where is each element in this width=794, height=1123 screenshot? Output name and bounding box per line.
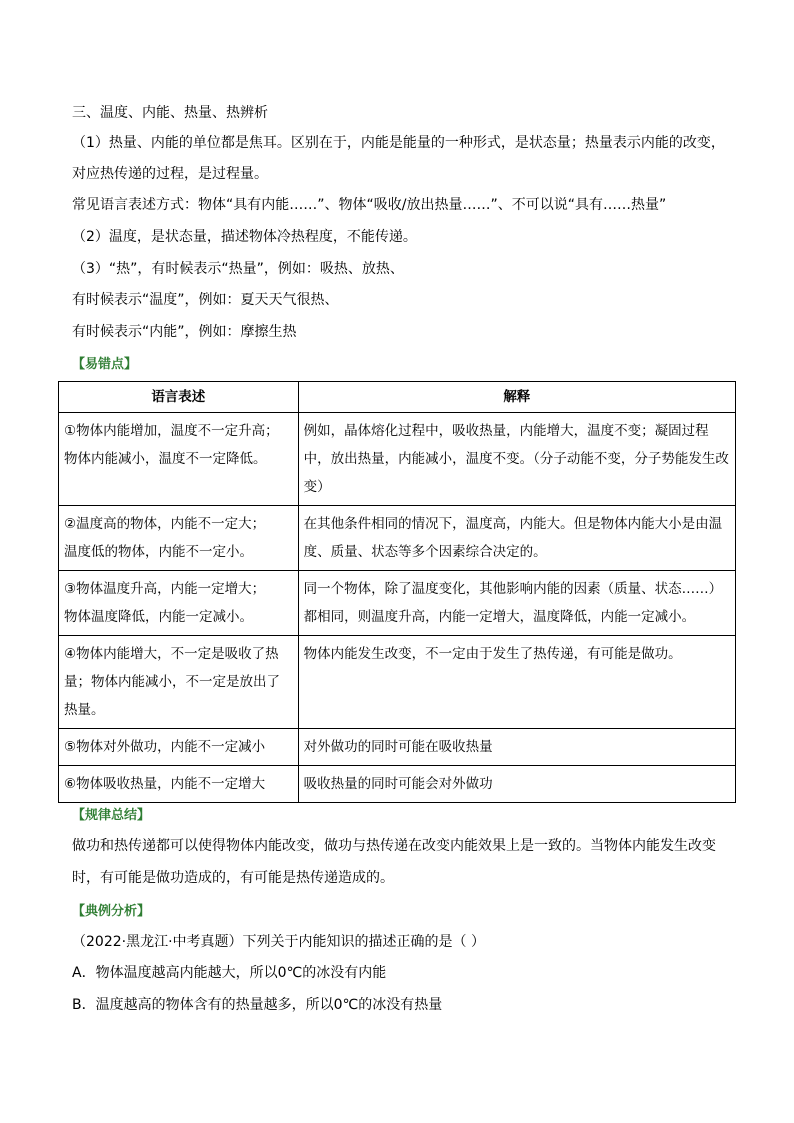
- table-row: [59, 729, 736, 766]
- statement-cell: ③物体温度升高，内能一定增大； 物体温度降低，内能一定减小。: [59, 571, 299, 636]
- explanation-cell: 同一个物体，除了温度变化，其他影响内能的因素（质量、状态……）都相同，则温度升高，内能一定增大，温度降低，内能一定减小。: [298, 571, 735, 636]
- summary-line-1: 做功和热传递都可以使得物体内能改变，做功与热传递在改变内能效果上是一致的。当物体内能发生改变: [72, 838, 716, 854]
- section-heading: 三、温度、内能、热量、热辨析: [72, 105, 268, 121]
- statement-cell: ②温度高的物体，内能不一定大； 温度低的物体，内能不一定小。: [59, 506, 299, 571]
- option-b: B．温度越高的物体含有的热量越多，所以0℃的冰没有热量: [72, 997, 443, 1013]
- explanation-cell: 对外做功的同时可能在吸收热量: [298, 729, 735, 766]
- paragraph-1-line-1: （1）热量、内能的单位都是焦耳。区别在于，内能是能量的一种形式，是状态量；热量表示内能的改变，: [72, 135, 725, 151]
- option-a: A．物体温度越高内能越大，所以0℃的冰没有内能: [72, 965, 387, 981]
- explanation-cell: 例如，晶体熔化过程中，吸收热量，内能增大，温度不变；凝固过程中，放出热量，内能减小，温度不变。（分子动能不变，分子势能发生改变）: [298, 413, 735, 506]
- table-row: [59, 506, 736, 571]
- example-tag: 【典例分析】: [72, 904, 151, 919]
- paragraph-3-line-3: 有时候表示“内能”，例如：摩擦生热: [72, 324, 297, 340]
- table-header-row: [59, 382, 736, 413]
- statement-cell: ①物体内能增加，温度不一定升高； 物体内能减小，温度不一定降低。: [59, 413, 299, 506]
- paragraph-1-line-2: 对应热传递的过程，是过程量。: [72, 166, 268, 182]
- paragraph-1-line-3: 常见语言表述方式：物体“具有内能……”、物体“吸收/放出热量……”、不可以说“具有……热量”: [72, 197, 667, 213]
- mistakes-table: [58, 381, 736, 803]
- table-row: [59, 636, 736, 729]
- explanation-cell: 吸收热量的同时可能会对外做功: [298, 766, 735, 803]
- summary-tag: 【规律总结】: [72, 808, 151, 823]
- explanation-cell: 物体内能发生改变，不一定由于发生了热传递，有可能是做功。: [298, 636, 735, 729]
- header-explanation: 解释: [298, 382, 735, 413]
- summary-line-2: 时，有可能是做功造成的，有可能是热传递造成的。: [72, 870, 394, 886]
- table-row: [59, 766, 736, 803]
- paragraph-3-line-1: （3）“热”，有时候表示“热量”，例如：吸热、放热、: [72, 261, 404, 277]
- table-row: [59, 571, 736, 636]
- explanation-cell: 在其他条件相同的情况下，温度高，内能大。但是物体内能大小是由温度、质量、状态等多个因素综合决定的。: [298, 506, 735, 571]
- statement-cell: ④物体内能增大，不一定是吸收了热量；物体内能减小，不一定是放出了热量。: [59, 636, 299, 729]
- table-row: [59, 413, 736, 506]
- statement-cell: ⑥物体吸收热量，内能不一定增大: [59, 766, 299, 803]
- mistakes-tag: 【易错点】: [72, 357, 138, 372]
- statement-cell: ⑤物体对外做功，内能不一定减小: [59, 729, 299, 766]
- paragraph-2: （2）温度，是状态量，描述物体冷热程度，不能传递。: [72, 229, 417, 245]
- example-question: （2022·黑龙江·中考真题）下列关于内能知识的描述正确的是（ ）: [72, 934, 485, 950]
- paragraph-3-line-2: 有时候表示“温度”，例如：夏天天气很热、: [72, 292, 339, 308]
- header-statement: 语言表述: [59, 382, 299, 413]
